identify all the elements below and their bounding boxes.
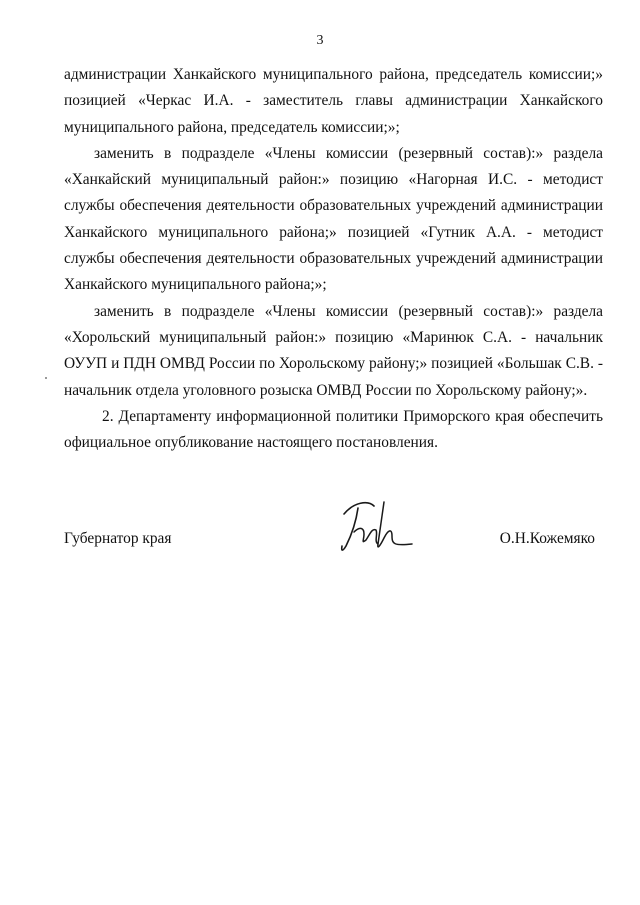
signatory-name: О.Н.Кожемяко (499, 530, 595, 547)
signature-block (64, 494, 603, 574)
margin-mark (45, 377, 47, 379)
paragraph-2: заменить в подразделе «Члены комиссии (резервный состав):» раздела «Ханкайский муниципальный район:» позицию «Нагорная И.С. - методист службы обеспечения деятельности образовательных учреждений администрации Ханкайского муниципального района;» позицией «Гутник А.А. - методист службы обеспечения деятельности образовательных учреждений администрации Ханкайского муниципального района;»; (64, 144, 603, 294)
paragraph-1: администрации Ханкайского муниципального района, председатель комиссии;» позицией «Черкас И.А. - заместитель главы администрации Ханкайского муниципального района, председатель комиссии;»; (64, 66, 603, 136)
document-body (64, 62, 603, 456)
paragraph-4: 2. Департаменту информационной политики Приморского края обеспечить официальное опубликование настоящего постановления. (64, 407, 603, 452)
signatory-title: Губернатор края (64, 530, 172, 547)
handwritten-signature-icon (334, 494, 414, 558)
page-number: 3 (316, 33, 324, 48)
paragraph-3: заменить в подразделе «Члены комиссии (резервный состав):» раздела «Хорольский муниципальный район:» позицию «Маринюк С.А. - начальник ОУУП и ПДН ОМВД России по Хорольскому району;» позицией «Большак С.В. - начальник отдела уголовного розыска ОМВД России по Хорольскому району;». (64, 302, 603, 399)
